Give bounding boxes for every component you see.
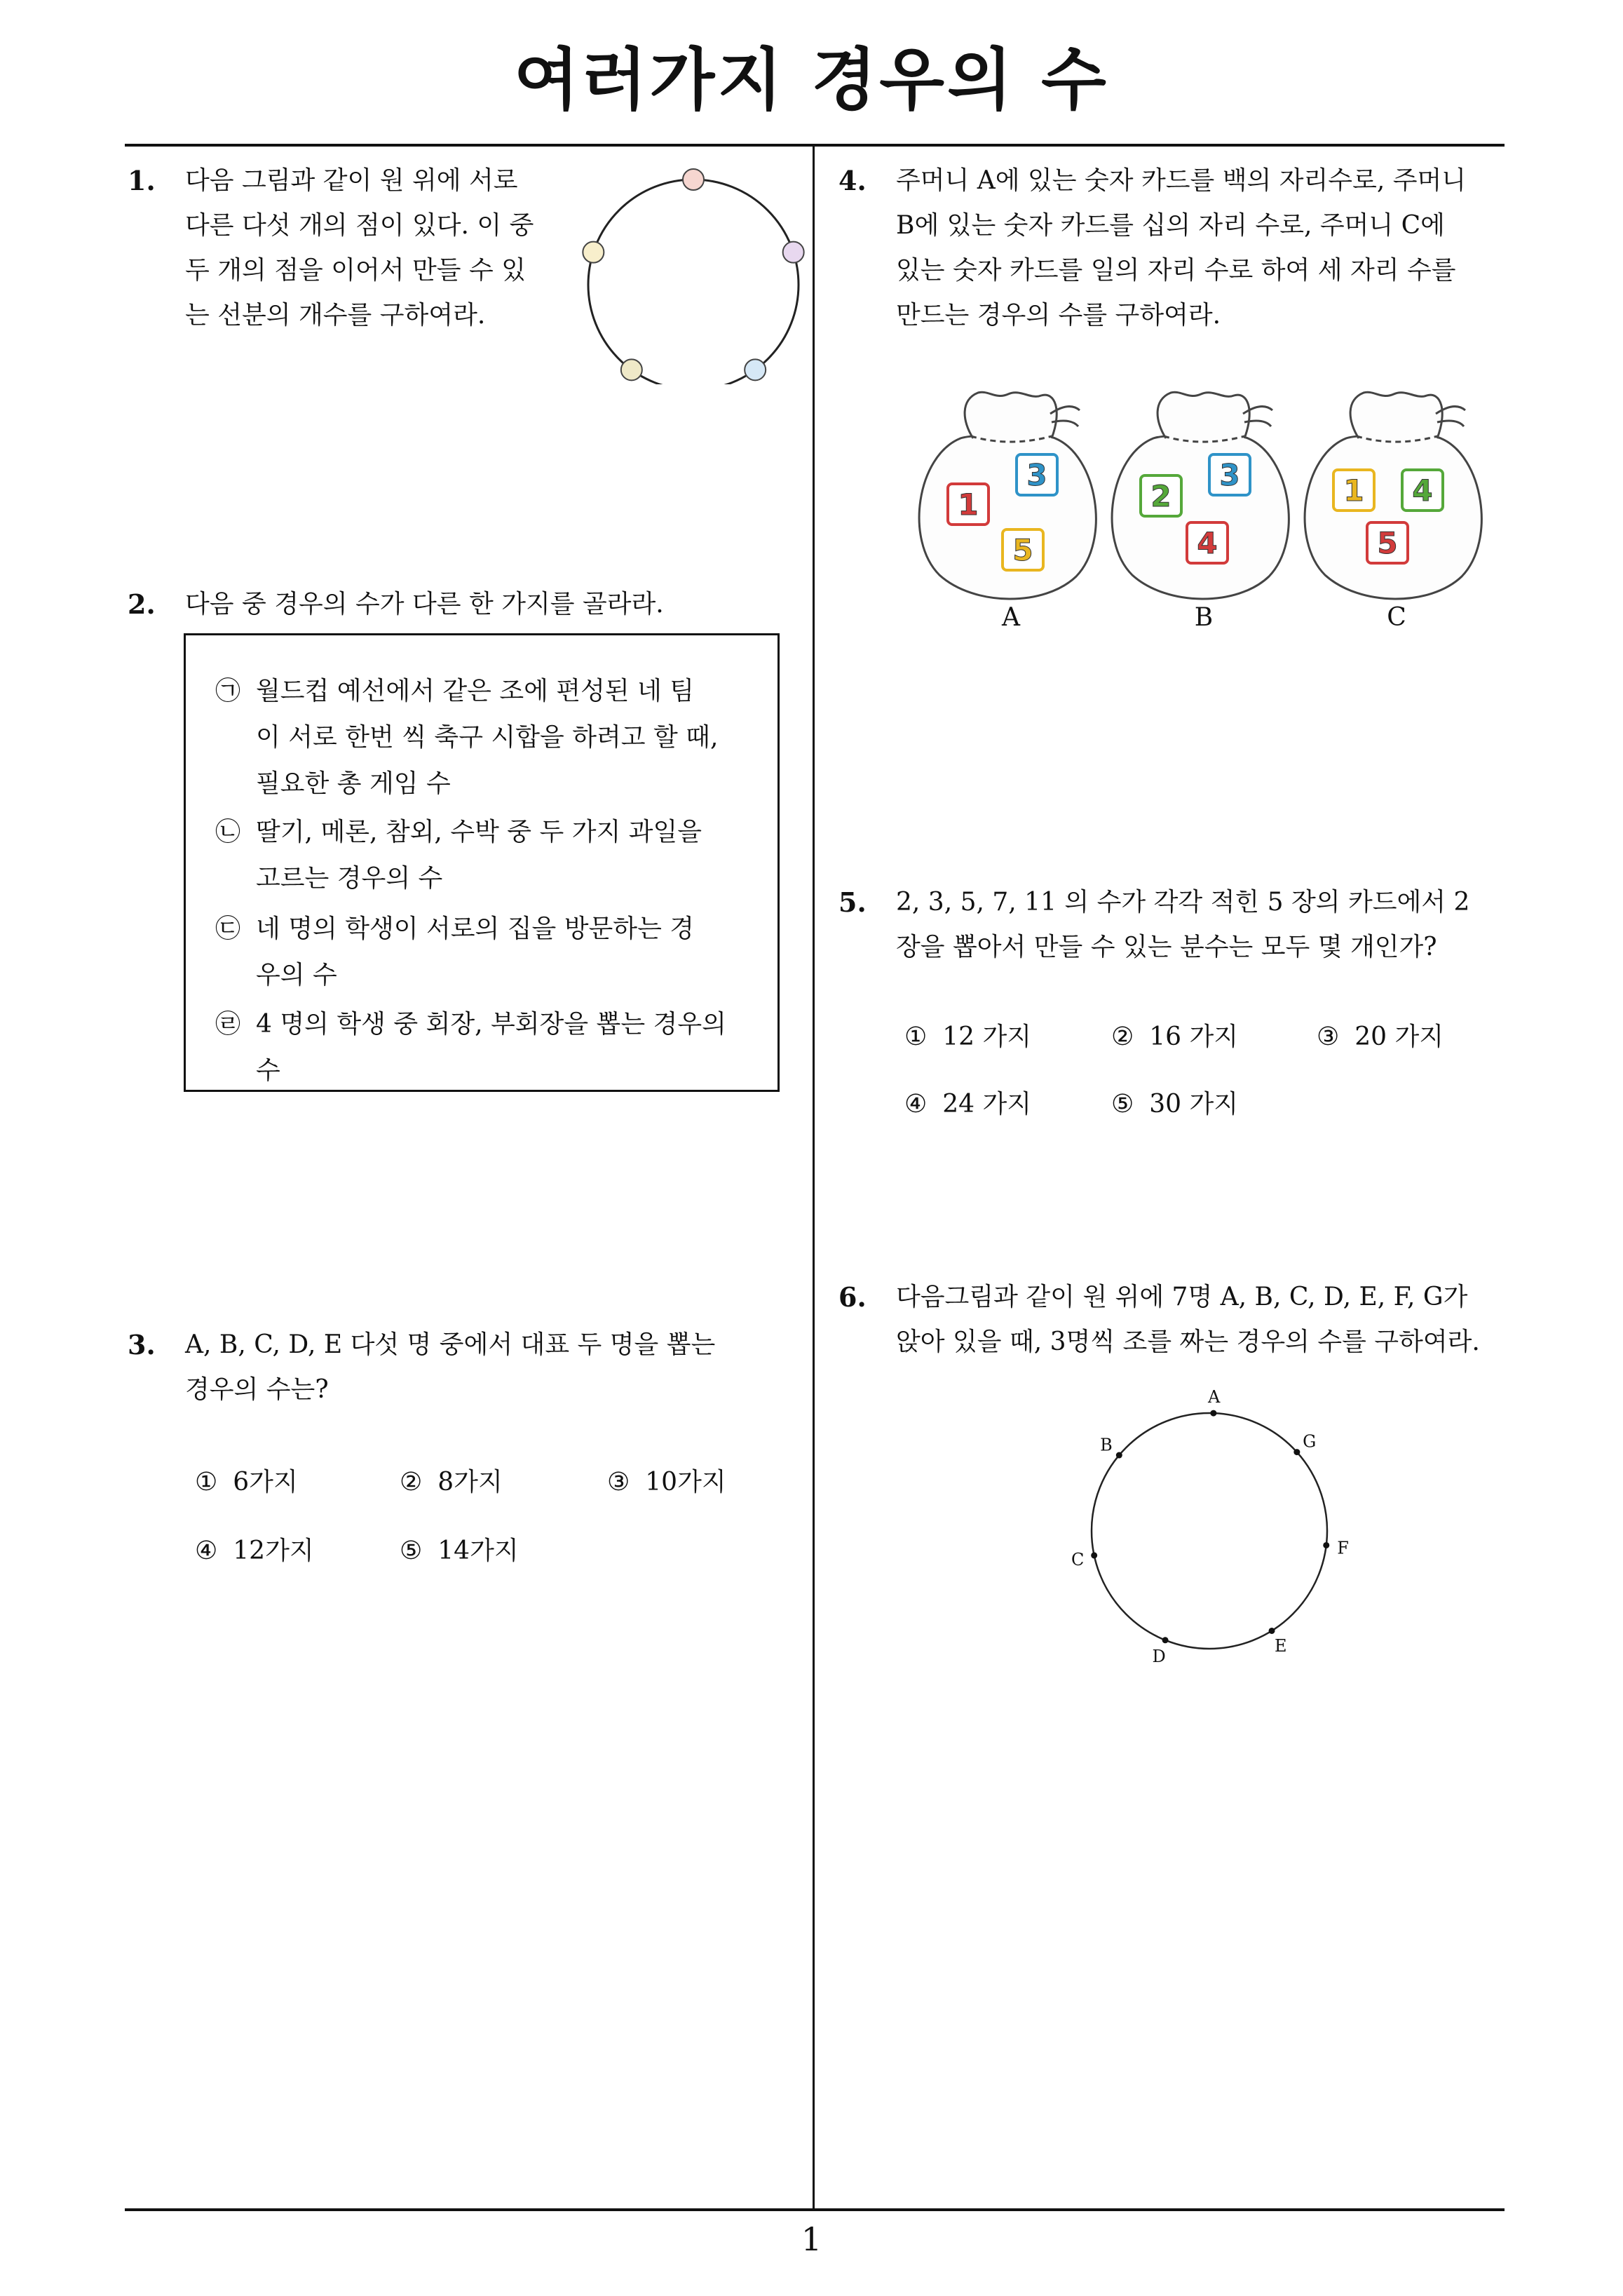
top-rule xyxy=(125,144,1505,147)
bag-neck xyxy=(1157,392,1249,438)
choice-text: 16 가지 xyxy=(1149,1022,1239,1051)
number-card xyxy=(1402,470,1443,511)
choice-mark: ① xyxy=(904,1022,928,1051)
question-4 xyxy=(838,158,1533,338)
question-text-line: 는 선분의 개수를 구하여라. xyxy=(185,301,486,330)
person-point-D xyxy=(1152,1637,1168,1666)
question-number: 5. xyxy=(838,886,867,918)
seven-person-circle-figure xyxy=(1062,1385,1371,1666)
question-text-line: 2, 3, 5, 7, 11 의 수가 각각 적힌 5 장의 카드에서 2 xyxy=(896,888,1470,917)
question-text-line: 있는 숫자 카드를 일의 자리 수로 하여 세 자리 수를 xyxy=(896,256,1456,285)
point-dot xyxy=(1116,1452,1122,1459)
choice-text: 8가지 xyxy=(437,1468,503,1497)
question-number: 4. xyxy=(838,165,867,196)
card-number: 2 xyxy=(1150,479,1172,513)
choice-5[interactable] xyxy=(400,1531,519,1567)
card-number: 5 xyxy=(1377,526,1398,560)
card-number: 5 xyxy=(1012,533,1033,567)
choice-4[interactable] xyxy=(195,1531,314,1567)
choice-text: 12 가지 xyxy=(942,1022,1032,1051)
option-text-line: 4 명의 학생 중 회장, 부회장을 뽑는 경우의 xyxy=(256,1010,726,1039)
option-text-line: 우의 수 xyxy=(256,961,337,990)
question-number: 3. xyxy=(128,1329,156,1360)
choice-text: 24 가지 xyxy=(942,1090,1032,1119)
point-dot xyxy=(1091,1552,1097,1558)
card-number: 1 xyxy=(1343,473,1364,508)
circle-point xyxy=(683,169,704,190)
choice-mark: ③ xyxy=(1317,1022,1340,1051)
bag-A xyxy=(919,392,1096,632)
card-number: 1 xyxy=(958,487,979,522)
question-6 xyxy=(838,1275,1533,1365)
question-3 xyxy=(128,1323,801,1412)
question-number: 2. xyxy=(128,588,156,620)
question-text-line: 만드는 경우의 수를 구하여라. xyxy=(896,301,1221,330)
choice-mark: ③ xyxy=(607,1468,630,1497)
option-item-2 xyxy=(215,809,702,902)
question-1 xyxy=(128,158,576,338)
question-text-line: 다음 그림과 같이 원 위에 서로 xyxy=(185,166,518,195)
choice-4[interactable] xyxy=(904,1084,1031,1120)
number-card xyxy=(1209,454,1250,495)
bag-label: C xyxy=(1387,603,1406,632)
person-point-G xyxy=(1293,1432,1316,1456)
question-text-line: 앉아 있을 때, 3명씩 조를 짜는 경우의 수를 구하여라. xyxy=(896,1328,1480,1356)
choice-mark: ② xyxy=(1111,1022,1134,1051)
choice-mark: ② xyxy=(400,1468,423,1497)
bag-neck xyxy=(965,392,1057,438)
choice-mark: ⑤ xyxy=(1111,1090,1134,1119)
question-text-line: A, B, C, D, E 다섯 명 중에서 대표 두 명을 뽑는 xyxy=(185,1330,716,1359)
point-dot xyxy=(1162,1637,1169,1643)
question-2 xyxy=(128,582,801,627)
card-bags-figure xyxy=(911,372,1514,638)
question-text-line: 장을 뽑아서 만들 수 있는 분수는 모두 몇 개인가? xyxy=(896,933,1437,961)
option-item-4 xyxy=(215,1001,726,1094)
option-item-1 xyxy=(215,668,718,807)
point-label: C xyxy=(1071,1549,1085,1569)
choice-text: 12가지 xyxy=(233,1537,314,1565)
point-dot xyxy=(1210,1410,1216,1417)
option-mark: ㉣ xyxy=(215,1010,241,1039)
choice-3[interactable] xyxy=(1317,1017,1444,1053)
point-dot xyxy=(1269,1628,1275,1634)
option-mark: ㉡ xyxy=(215,818,241,846)
choice-text: 30 가지 xyxy=(1149,1090,1239,1119)
person-point-C xyxy=(1071,1550,1097,1569)
question-5 xyxy=(838,880,1533,970)
circle-point xyxy=(783,242,804,263)
circle-point xyxy=(745,359,766,380)
option-text-line: 고르는 경우의 수 xyxy=(256,864,443,893)
card-number: 4 xyxy=(1197,526,1218,560)
page-number: 1 xyxy=(801,2220,822,2258)
number-card xyxy=(1187,522,1228,563)
bag-body xyxy=(919,435,1096,599)
bag-body xyxy=(1305,435,1481,599)
circle-outline xyxy=(588,180,799,384)
choice-2[interactable] xyxy=(400,1462,503,1498)
circle-point xyxy=(583,242,604,263)
option-text-line: 이 서로 한번 씩 축구 시합을 하려고 할 때, xyxy=(256,723,719,752)
choice-mark: ① xyxy=(195,1468,218,1497)
person-point-E xyxy=(1269,1628,1287,1656)
option-text-line: 딸기, 메론, 참외, 수박 중 두 가지 과일을 xyxy=(256,818,702,846)
question-text-line: 다른 다섯 개의 점이 있다. 이 중 xyxy=(185,211,534,240)
choice-mark: ④ xyxy=(195,1537,218,1565)
bag-B xyxy=(1112,392,1289,632)
question-text-line: 두 개의 점을 이어서 만들 수 있 xyxy=(185,256,526,285)
number-card xyxy=(1367,522,1408,563)
five-point-circle-figure xyxy=(578,167,810,384)
point-dot xyxy=(1293,1449,1300,1455)
bottom-rule xyxy=(125,2208,1505,2211)
question-number: 6. xyxy=(838,1281,867,1313)
point-label: E xyxy=(1274,1635,1287,1656)
option-text-line: 네 명의 학생이 서로의 집을 방문하는 경 xyxy=(256,914,695,943)
bag-neck xyxy=(1350,392,1442,438)
person-point-B xyxy=(1100,1436,1122,1459)
question-text-line: 경우의 수는? xyxy=(185,1375,329,1404)
circle-outline xyxy=(1092,1413,1327,1649)
card-number: 3 xyxy=(1026,458,1047,492)
bag-C xyxy=(1305,392,1481,632)
question-text-line: 다음그림과 같이 원 위에 7명 A, B, C, D, E, F, G가 xyxy=(896,1283,1468,1311)
choice-2[interactable] xyxy=(1111,1017,1238,1053)
point-label: B xyxy=(1100,1435,1113,1455)
option-item-3 xyxy=(215,906,694,999)
question-text-line: 다음 중 경우의 수가 다른 한 가지를 골라라. xyxy=(185,590,664,619)
option-text-line: 수 xyxy=(256,1056,280,1085)
question-text-line: B에 있는 숫자 카드를 십의 자리 수로, 주머니 C에 xyxy=(896,211,1445,240)
choice-3[interactable] xyxy=(607,1462,726,1498)
number-card xyxy=(948,484,989,525)
choice-text: 14가지 xyxy=(437,1537,519,1565)
person-point-A xyxy=(1207,1387,1221,1416)
point-label: G xyxy=(1303,1431,1317,1452)
option-text-line: 필요한 총 게임 수 xyxy=(256,769,451,798)
choice-mark: ④ xyxy=(904,1090,928,1119)
card-number: 3 xyxy=(1219,458,1240,492)
bag-label: B xyxy=(1194,603,1214,632)
option-text-line: 월드컵 예선에서 같은 조에 편성된 네 팀 xyxy=(256,677,695,705)
number-card xyxy=(1333,470,1374,511)
number-card xyxy=(1003,529,1043,570)
choice-text: 10가지 xyxy=(645,1468,726,1497)
question-text-line: 주머니 A에 있는 숫자 카드를 백의 자리수로, 주머니 xyxy=(896,166,1467,195)
page-title: 여러가지 경우의 수 xyxy=(514,41,1109,119)
column-divider xyxy=(813,145,815,2210)
point-label: A xyxy=(1208,1387,1221,1407)
number-card xyxy=(1141,475,1181,516)
point-dot xyxy=(1323,1542,1329,1548)
bag-body xyxy=(1112,435,1289,599)
point-label: D xyxy=(1152,1647,1166,1666)
choice-1[interactable] xyxy=(195,1462,298,1498)
circle-point xyxy=(621,359,642,380)
point-label: F xyxy=(1337,1538,1349,1558)
choice-text: 20 가지 xyxy=(1354,1022,1444,1051)
bag-label: A xyxy=(1002,603,1020,632)
choice-1[interactable] xyxy=(904,1017,1031,1053)
card-number: 4 xyxy=(1412,473,1433,508)
choice-mark: ⑤ xyxy=(400,1537,423,1565)
option-mark: ㉠ xyxy=(215,677,241,705)
choice-text: 6가지 xyxy=(233,1468,298,1497)
option-mark: ㉢ xyxy=(215,914,241,943)
options-box xyxy=(184,633,780,1092)
number-card xyxy=(1017,454,1057,495)
question-number: 1. xyxy=(128,165,156,196)
choice-5[interactable] xyxy=(1111,1084,1238,1120)
